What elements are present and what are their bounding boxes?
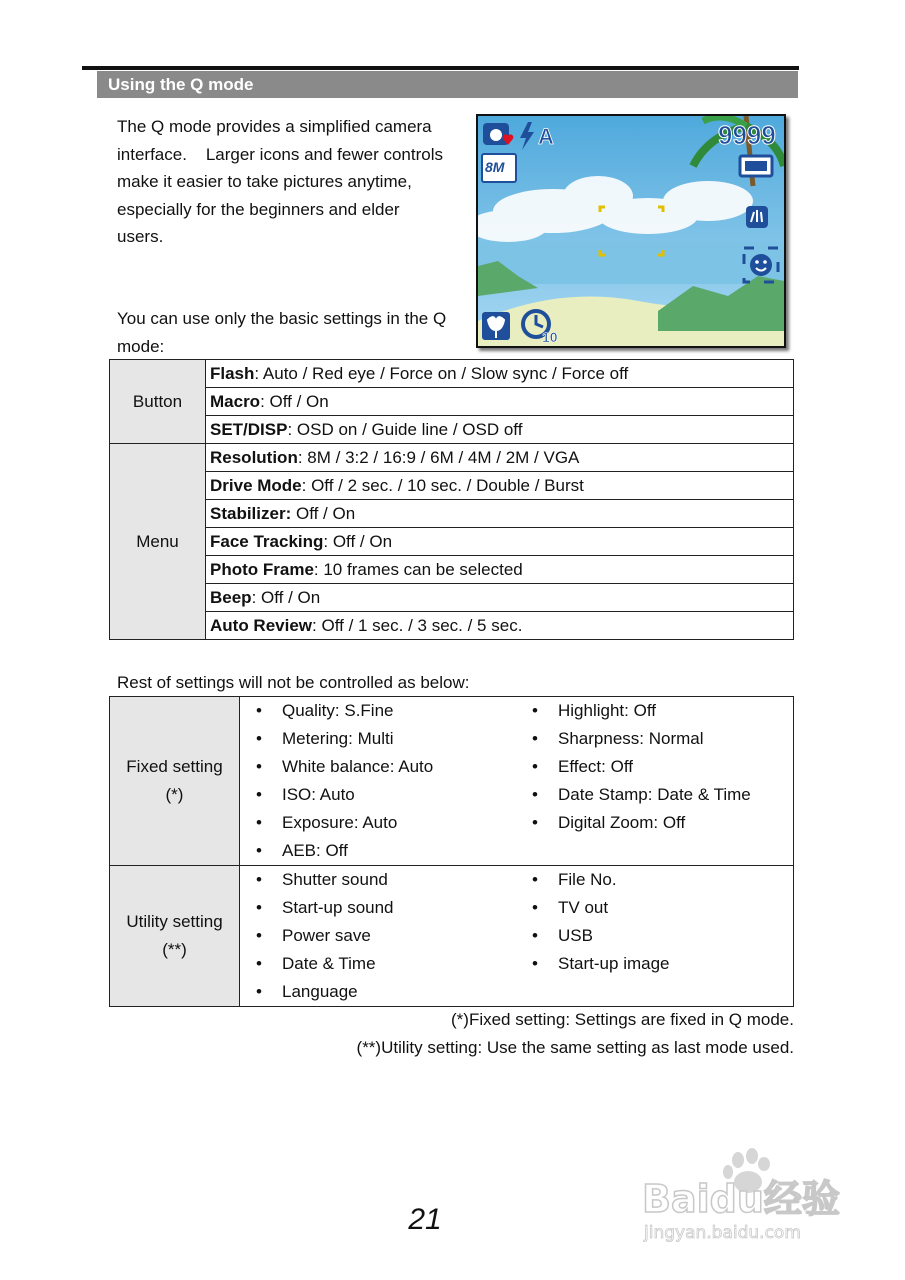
setting-cell [206,528,794,556]
list-item: • USB [532,926,593,945]
stabilizer-icon [746,206,768,228]
setting-name: Macro [210,392,261,411]
setting-cell [206,444,794,472]
list-item: • ISO: Auto [256,785,355,804]
setting-name: Resolution [210,448,298,467]
intro-line: users. [117,227,164,246]
table-row [110,612,794,640]
list-item: • Start-up image [532,954,670,973]
list-item: • Power save [256,926,371,945]
intro-line: The Q mode provides a simplified camera [117,117,432,136]
list-item: • Exposure: Auto [256,813,398,832]
menu-category: Menu [110,444,206,640]
setting-cell [206,584,794,612]
list-item: • White balance: Auto [256,757,434,776]
setting-name: SET/DISP [210,420,288,439]
footnote-fixed: (*)Fixed setting: Settings are fixed in Q mode. [451,1010,794,1029]
resolution-icon [482,154,516,182]
setting-cell [206,472,794,500]
list-item: • Quality: S.Fine [256,701,394,720]
fixed-label-mark: (*) [165,785,184,804]
utility-label: Utility setting [126,912,223,931]
table-row [110,444,794,472]
setting-values: : 8M / 3:2 / 16:9 / 6M / 4M / 2M / VGA [297,448,580,467]
setting-name: Flash [210,364,255,383]
list-item: • File No. [532,870,617,889]
setting-name: Face Tracking [210,532,324,551]
setting-cell [206,416,794,444]
rest-intro: Rest of settings will not be controlled as below: [117,673,470,692]
setting-cell [206,360,794,388]
baidu-watermark-logo [640,1148,860,1248]
intro-line: especially for the beginners and elder [117,199,400,219]
list-item: • Language [256,982,358,1001]
list-item: • Digital Zoom: Off [532,813,686,832]
macro-icon [482,312,510,340]
setting-values: : Off / On [251,588,321,607]
setting-cell [206,612,794,640]
battery-icon [740,156,772,176]
basic-line: You can use only the basic settings in the Q [117,309,447,328]
footnote-utility: (**)Utility setting: Use the same setting as last mode used. [356,1038,794,1057]
rest-settings-table [109,696,794,1007]
list-item: • TV out [532,898,609,917]
setting-values: : Off / 2 sec. / 10 sec. / Double / Burst [301,476,584,495]
table-row [110,866,794,1007]
utility-right-column [516,866,794,1007]
q-mode-icon [483,123,513,145]
list-item: • AEB: Off [256,841,348,860]
top-rule [82,66,799,70]
setting-name: Beep [210,588,252,607]
basic-settings-paragraph [117,305,446,360]
setting-values: : OSD on / Guide line / OSD off [287,420,523,439]
table-row [110,360,794,388]
section-title: Using the Q mode [97,71,798,98]
setting-values: : Off / 1 sec. / 3 sec. / 5 sec. [312,616,523,635]
intro-line: make it easier to take pictures anytime, [117,172,412,191]
list-item: • Start-up sound [256,898,394,917]
fixed-label: Fixed setting [126,757,223,776]
setting-cell [206,556,794,584]
table-row [110,584,794,612]
setting-values: : Off / On [260,392,329,411]
setting-cell [206,388,794,416]
list-item: • Shutter sound [256,870,388,889]
page-number: 21 [408,1203,442,1236]
fixed-right-column [516,697,794,866]
list-item: • Date & Time [256,954,376,973]
setting-name: Photo Frame [210,560,314,579]
utility-setting-category [110,866,240,1007]
intro-paragraph [117,113,443,251]
fixed-setting-category [110,697,240,866]
svg-text:Baidu经验: Baidu经验 [642,1177,840,1221]
table-row [110,388,794,416]
svg-text:10: 10 [542,329,558,345]
camera-screen-illustration [476,114,786,348]
setting-values: : Off / On [323,532,393,551]
svg-text:jingyan.baidu.com: jingyan.baidu.com [644,1223,801,1243]
sea [478,242,784,284]
table-row [110,500,794,528]
setting-cell [206,500,794,528]
list-item: • Effect: Off [532,757,633,776]
flash-auto-badge: A [538,124,554,149]
table-row [110,416,794,444]
list-item: • Date Stamp: Date & Time [532,785,751,804]
table-row [110,697,794,866]
utility-left-column [240,866,517,1007]
intro-line: interface. Larger icons and fewer controls [117,144,443,164]
setting-name: Drive Mode [210,476,302,495]
setting-values: Off / On [291,504,356,523]
button-category: Button [110,360,206,444]
shots-remaining: 9999 [718,120,776,150]
utility-label-mark: (**) [162,940,187,959]
table-row [110,472,794,500]
setting-values: : 10 frames can be selected [313,560,523,579]
list-item: • Sharpness: Normal [532,729,704,748]
setting-name: Auto Review [210,616,313,635]
svg-text:8M: 8M [485,159,505,175]
fixed-left-column [240,697,517,866]
list-item: • Highlight: Off [532,701,656,720]
basic-line: mode: [117,336,165,356]
table-row [110,556,794,584]
setting-values: : Auto / Red eye / Force on / Slow sync / Force off [254,364,629,383]
table-row [110,528,794,556]
q-mode-settings-table [109,359,794,640]
setting-name: Stabilizer: [210,504,292,523]
list-item: • Metering: Multi [256,729,394,748]
